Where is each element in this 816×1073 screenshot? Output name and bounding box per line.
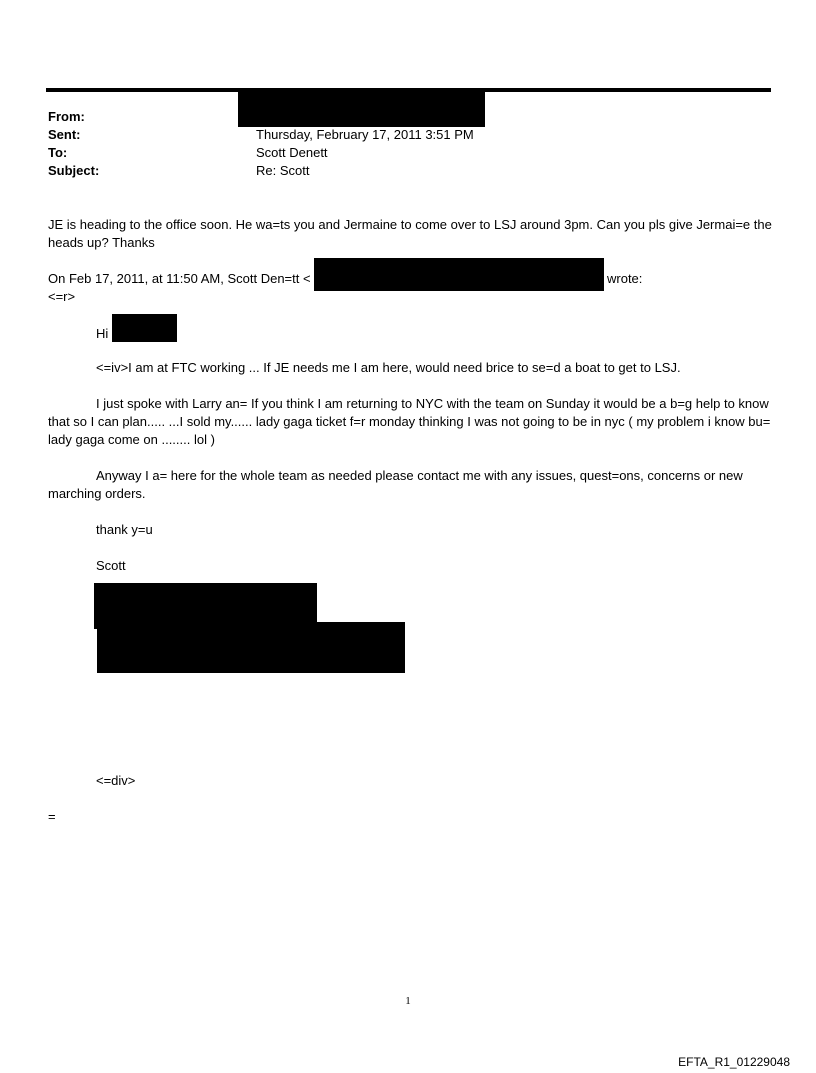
to-value: Scott Denett	[256, 145, 328, 160]
signature-name: Scott	[96, 558, 126, 573]
page-number: 1	[405, 995, 411, 1007]
br-tag-text: <=r>	[48, 289, 76, 304]
div-tag-text: <=div>	[96, 773, 136, 788]
equals-sign: =	[48, 809, 56, 824]
body-paragraph-1: JE is heading to the office soon. He wa=ts you and Jermaine to come over to LSJ around 3pm. Can you pls give Jermai=e the heads up? Thanks	[48, 217, 772, 250]
quoted-paragraph-2: I just spoke with Larry an= If you think I am returning to NYC with the team on Sunday it would be a b=g help to know that so I can plan..... ...I sold my...... lady gaga ticket f=r monday thinking I was not going to be in nyc ( my problem i know bu= lady gaga come on ........ lol )	[48, 396, 771, 447]
sent-value: Thursday, February 17, 2011 3:51 PM	[256, 127, 474, 142]
greeting: Hi	[96, 326, 109, 341]
subject-value: Re: Scott	[256, 163, 310, 178]
quote-intro-prefix: On Feb 17, 2011, at 11:50 AM, Scott Den=tt <	[48, 271, 311, 286]
subject-label: Subject:	[48, 163, 100, 178]
redacted-sender-email	[314, 258, 604, 291]
quoted-paragraph-3: Anyway I a= here for the whole team as needed please contact me with any issues, quest=ons, concerns or new marching orders.	[48, 468, 743, 501]
thanks-line: thank y=u	[96, 522, 153, 537]
redacted-from-address	[238, 92, 485, 127]
document-id: EFTA_R1_01229048	[678, 1055, 790, 1069]
redacted-signature-block-2	[97, 622, 405, 673]
sent-label: Sent:	[48, 127, 81, 142]
quote-intro-suffix: wrote:	[607, 271, 643, 286]
redacted-greeting-name	[112, 314, 177, 342]
from-label: From:	[48, 109, 85, 124]
to-label: To:	[48, 145, 68, 160]
quoted-paragraph-1: <=iv>I am at FTC working ... If JE needs me I am here, would need brice to se=d a boat to get to LSJ.	[96, 360, 681, 375]
